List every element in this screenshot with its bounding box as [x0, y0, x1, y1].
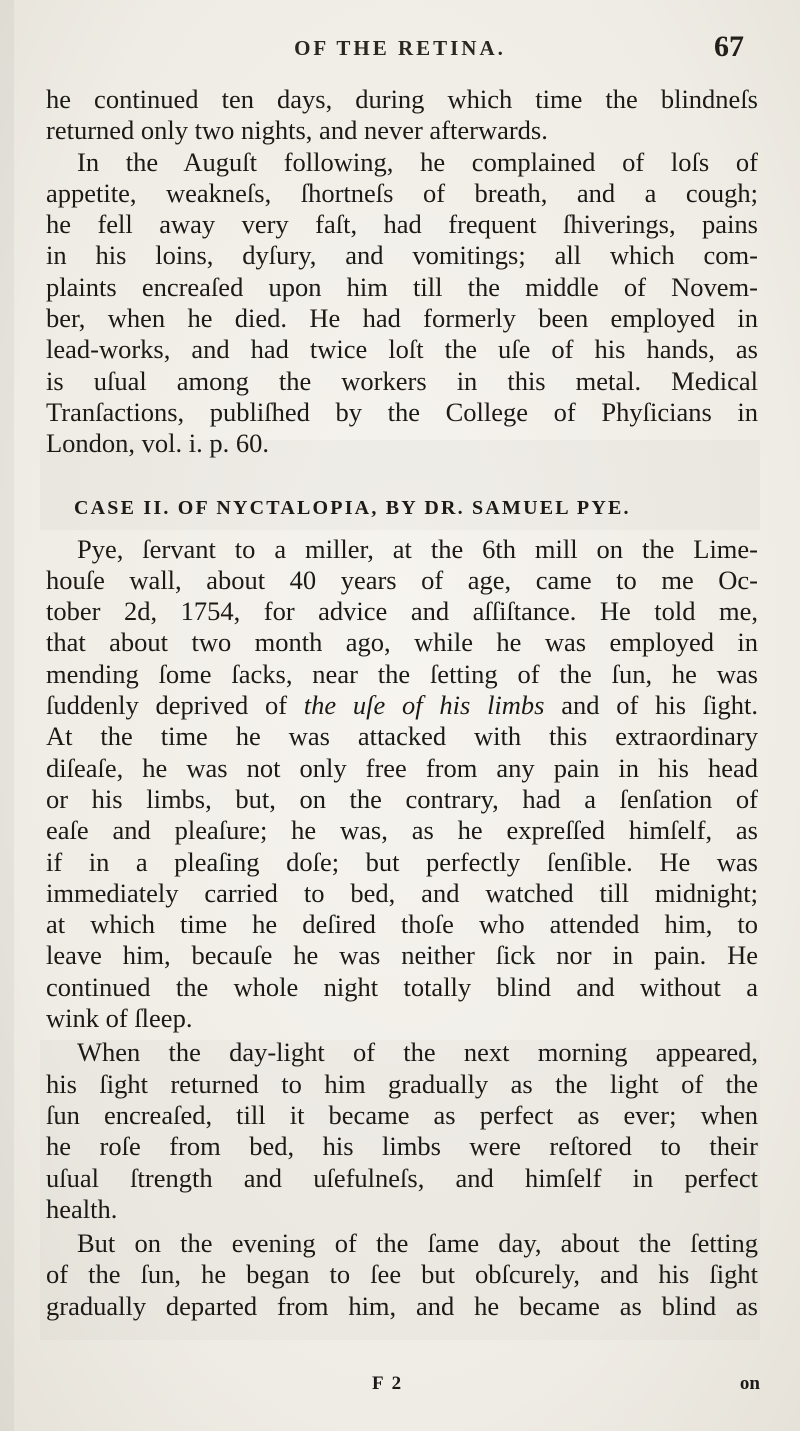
text-line: wink of ſleep. — [46, 1003, 193, 1034]
text-line: that about two month ago, while he was employed in — [46, 627, 758, 658]
text-line: But on the evening of the ſame day, about the ſetting — [77, 1228, 758, 1259]
text-line: ſun encreaſed, till it became as perfect as ever; when — [46, 1099, 758, 1130]
body-text — [46, 84, 758, 1322]
text-line: or his limbs, but, on the contrary, had a ſenſation of — [46, 783, 758, 814]
page-number: 67 — [714, 30, 744, 63]
text-line: if in a pleaſing doſe; but perfectly ſenſible. He was — [46, 846, 758, 877]
text-line: appetite, weakneſs, ſhortneſs of breath, and a cough; — [46, 177, 758, 208]
text-line: London, vol. i. p. 60. — [46, 428, 270, 459]
text-line: eaſe and pleaſure; he was, as he expreſſed himſelf, as — [46, 815, 758, 846]
text-line: ber, when he died. He had formerly been employed in — [46, 303, 758, 334]
text-line: his ſight returned to him gradually as the light of the — [46, 1068, 758, 1099]
text-line: continued the whole night totally blind and without a — [46, 971, 758, 1002]
text-line: lead-works, and had twice loſt the uſe of his hands, as — [46, 334, 758, 365]
text-line: uſual ſtrength and uſefulneſs, and himſelf in perfect — [46, 1162, 758, 1193]
running-title: OF THE RETINA. — [294, 36, 506, 60]
text-line: gradually departed from him, and he became as blind as — [46, 1290, 758, 1321]
text-line: houſe wall, about 40 years of age, came to me Oc- — [46, 564, 758, 595]
page-edge-shadow — [0, 0, 14, 1431]
paragraph-daylight — [46, 1037, 758, 1225]
text-line: is uſual among the workers in this metal. Medical — [46, 365, 758, 396]
text-line-with-italic — [46, 690, 758, 721]
text-line: plaints encreaſed upon him till the middle of Novem- — [46, 271, 758, 302]
text-line: health. — [46, 1193, 118, 1224]
text-line: immediately carried to bed, and watched till midnight; — [46, 877, 758, 908]
text-line: diſeaſe, he was not only free from any pain in his head — [46, 752, 758, 783]
text-line: tober 2d, 1754, for advice and aſſiſtance. He told me, — [46, 596, 758, 627]
text-line: At the time he was attacked with this extraordinary — [46, 721, 758, 752]
case-heading: CASE II. OF NYCTALOPIA, BY DR. SAMUEL PYE. — [74, 496, 631, 519]
paragraph-evening — [46, 1228, 758, 1322]
text-line: leave him, becauſe he was neither ſick nor in pain. He — [46, 940, 758, 971]
continuation-paragraph — [46, 84, 758, 147]
text-line: he fell away very faſt, had frequent ſhiverings, pains — [46, 209, 758, 240]
text-line: Tranſactions, publiſhed by the College of Phyſicians in — [46, 396, 758, 427]
text-line: at which time he deſired thoſe who attended him, to — [46, 909, 758, 940]
text-line: mending ſome ſacks, near the ſetting of the ſun, he was — [46, 658, 758, 689]
text-run: and of his ſight. — [544, 690, 758, 721]
text-line: he roſe from bed, his limbs were reſtored to their — [46, 1131, 758, 1162]
text-line: he continued ten days, during which time the blindneſs — [46, 84, 758, 114]
paragraph-august — [46, 147, 758, 460]
text-line: Pye, ſervant to a miller, at the 6th mill on the Lime- — [77, 533, 758, 564]
text-line: In the Auguſt following, he complained of loſs of — [77, 146, 758, 177]
running-head — [0, 30, 800, 66]
text-line: returned only two nights, and never afterwards. — [46, 115, 548, 146]
signature-mark: F 2 — [372, 1373, 404, 1394]
text-line: in his loins, dyſury, and vomitings; all which com- — [46, 240, 758, 271]
paragraph-pye — [46, 534, 758, 1035]
catchword: on — [739, 1373, 760, 1394]
text-run: ſuddenly deprived of — [46, 690, 304, 721]
text-line: When the day-light of the next morning appeared, — [77, 1037, 758, 1068]
text-line: of the ſun, he began to ſee but obſcurely, and his ſight — [46, 1259, 758, 1290]
italic-phrase: the uſe of his limbs — [303, 690, 545, 721]
